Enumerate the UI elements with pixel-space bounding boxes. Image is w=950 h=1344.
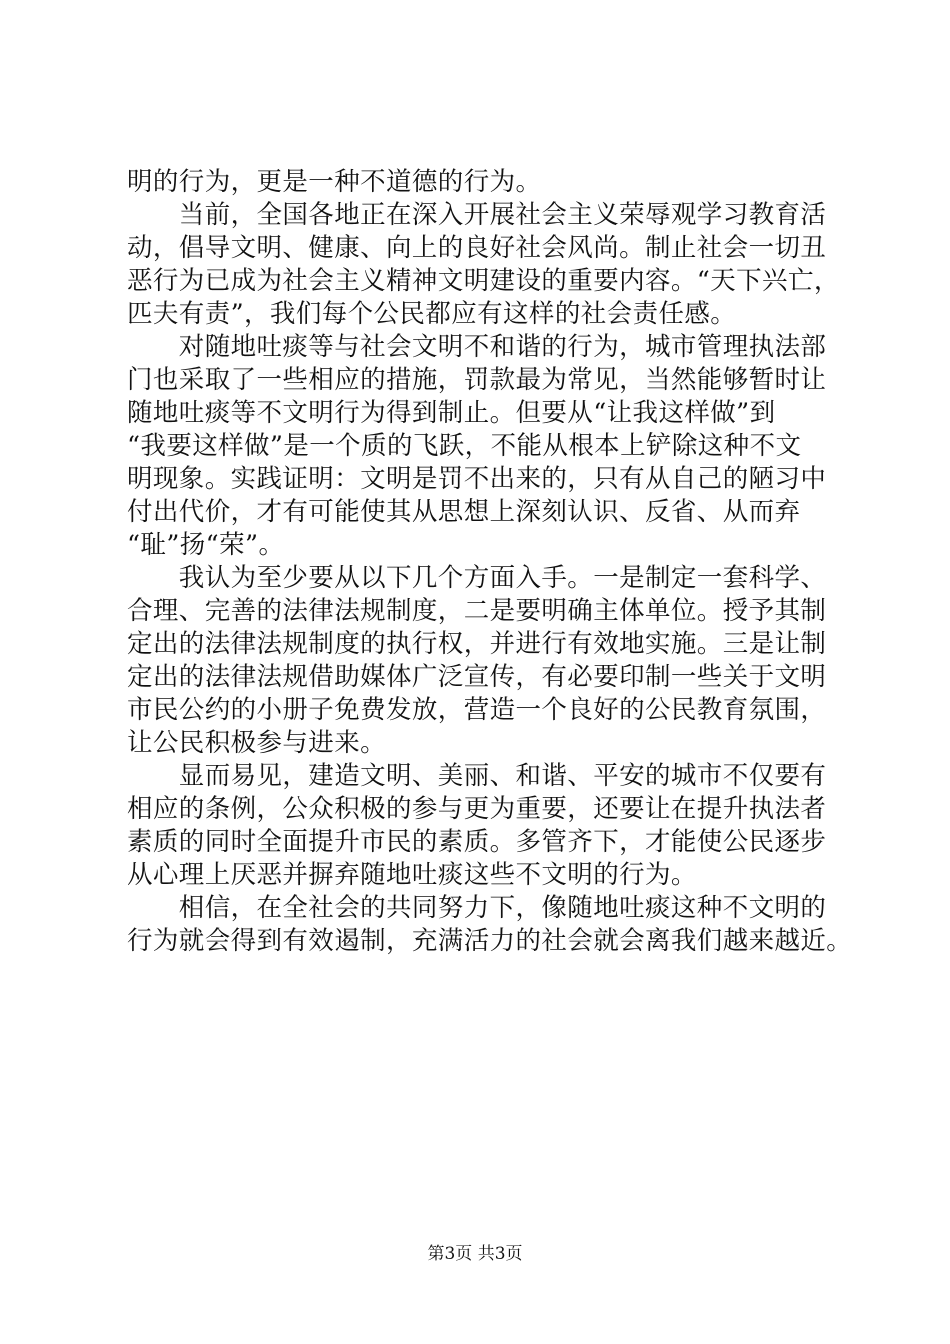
- text-line: 定出的法律法规制度的执行权，并进行有效地实施。三是让制: [127, 629, 827, 659]
- text-line: 付出代价，才有可能使其从思想上深刻认识、反省、从而弃: [127, 497, 801, 527]
- text-line: 相信，在全社会的共同努力下，像随地吐痰这种不文明的: [127, 893, 827, 923]
- text-line: 随地吐痰等不文明行为得到制止。但要从“让我这样做”到: [127, 398, 776, 428]
- text-line: “耻”扬“荣”。: [127, 530, 285, 560]
- text-line: 动，倡导文明、健康、向上的良好社会风尚。制止社会一切丑: [127, 233, 827, 263]
- text-line: 相应的条例，公众积极的参与更为重要，还要让在提升执法者: [127, 794, 827, 824]
- page-number-footer: 第3页 共3页: [427, 1244, 523, 1264]
- text-line: 行为就会得到有效遏制，充满活力的社会就会离我们越来越近。: [127, 926, 853, 956]
- text-line: 当前，全国各地正在深入开展社会主义荣辱观学习教育活: [127, 200, 827, 230]
- text-line: 显而易见，建造文明、美丽、和谐、平安的城市不仅要有: [127, 761, 827, 791]
- text-line: 从心理上厌恶并摒弃随地吐痰这些不文明的行为。: [127, 860, 697, 890]
- text-line: 明的行为，更是一种不道德的行为。: [127, 167, 542, 197]
- text-line: 让公民积极参与进来。: [127, 728, 387, 758]
- text-line: “我要这样做”是一个质的飞跃，不能从根本上铲除这种不文: [127, 431, 802, 461]
- text-line: 对随地吐痰等与社会文明不和谐的行为，城市管理执法部: [127, 332, 827, 362]
- document-body: [127, 166, 853, 958]
- text-line: 市民公约的小册子免费发放，营造一个良好的公民教育氛围，: [127, 695, 827, 725]
- text-line: 我认为至少要从以下几个方面入手。一是制定一套科学、: [127, 563, 827, 593]
- text-line: 恶行为已成为社会主义精神文明建设的重要内容。“天下兴亡，: [127, 266, 840, 296]
- text-line: 素质的同时全面提升市民的素质。多管齐下，才能使公民逐步: [127, 827, 827, 857]
- text-line: 合理、完善的法律法规制度，二是要明确主体单位。授予其制: [127, 596, 827, 626]
- text-line: 定出的法律法规借助媒体广泛宣传，有必要印制一些关于文明: [127, 662, 827, 692]
- text-line: 门也采取了一些相应的措施，罚款最为常见，当然能够暂时让: [127, 365, 827, 395]
- text-line: 明现象。实践证明：文明是罚不出来的，只有从自己的陋习中: [127, 464, 827, 494]
- text-line: 匹夫有责”，我们每个公民都应有这样的社会责任感。: [127, 299, 737, 329]
